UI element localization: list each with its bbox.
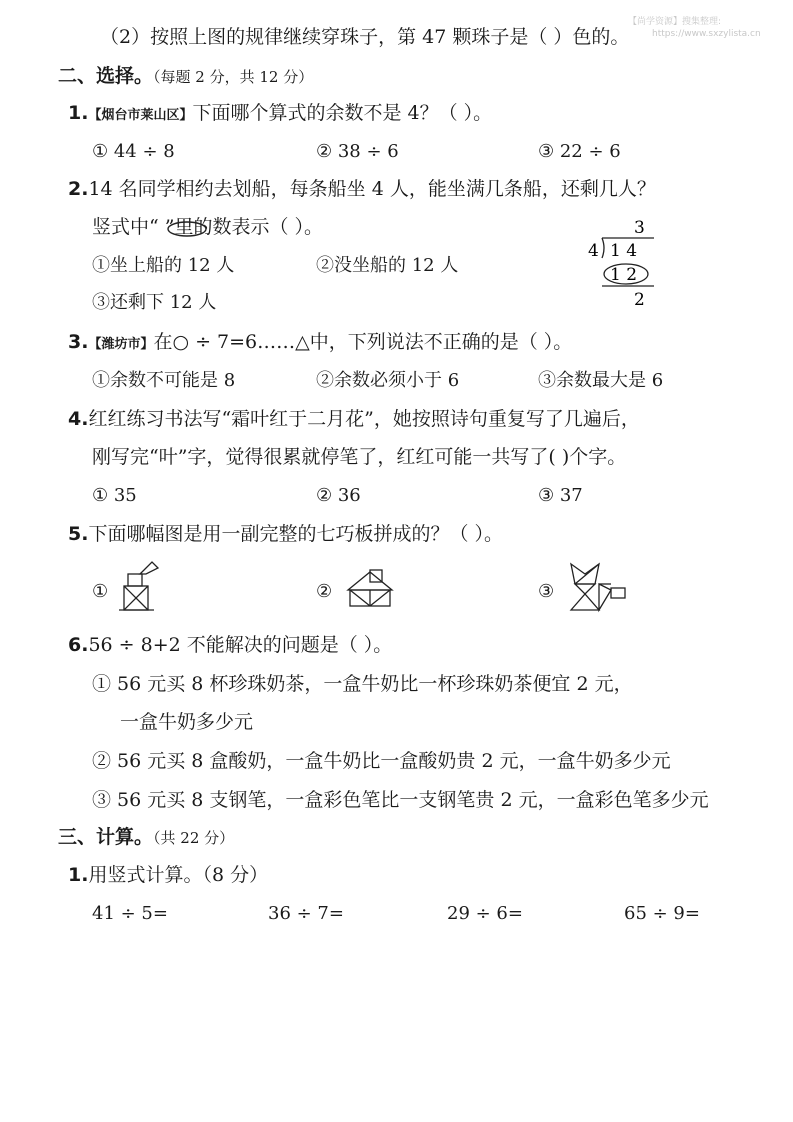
q3-option-3: ③余数最大是 6 [538, 370, 664, 391]
section3-header [58, 828, 234, 847]
q1-option-3: ③ 22 ÷ 6 [538, 141, 621, 162]
calc-item-1: 41 ÷ 5= [92, 903, 168, 924]
q3-stem [68, 333, 572, 352]
q2-number: 2. [68, 178, 89, 200]
q1-option-1: ① 44 ÷ 8 [92, 141, 175, 162]
q5-stem [68, 525, 503, 544]
s3q1-stem [68, 866, 268, 885]
division-remainder: 2 [634, 290, 645, 310]
q5-option-2-label: ② [316, 581, 333, 602]
q3-option-1: ①余数不可能是 8 [92, 370, 236, 391]
division-dividend: 1 4 [610, 241, 638, 261]
q6-number: 6. [68, 634, 89, 656]
oval-placeholder-icon [165, 219, 209, 239]
q3-number: 3. [68, 331, 89, 353]
division-product: 1 2 [610, 265, 638, 285]
q2-option-1: ①坐上船的 12 人 [92, 255, 235, 276]
q1-stem [68, 104, 492, 123]
q6-text: 56 ÷ 8+2 不能解决的问题是（ ）。 [88, 634, 393, 656]
division-quotient: 3 [634, 218, 645, 238]
section2-title: 二、选择。 [58, 65, 154, 87]
watermark-line2: https://www.sxzylista.cn [652, 29, 761, 39]
q4-stem-line1 [68, 410, 640, 429]
q4-option-1: ① 35 [92, 485, 137, 506]
section2-header [58, 67, 313, 86]
calc-item-2: 36 ÷ 7= [268, 903, 344, 924]
q5-text: 下面哪幅图是用一副完整的七巧板拼成的？（ ）。 [88, 523, 503, 545]
q1-region-tag: 【烟台市莱山区】 [88, 108, 193, 123]
s3q1-number: 1. [68, 864, 89, 886]
q6-option-1-line2: 一盒牛奶多少元 [120, 711, 254, 733]
long-division-figure [582, 216, 662, 316]
q4-number: 4. [68, 408, 89, 430]
section3-note: （共 22 分） [153, 829, 235, 847]
q3-region-tag: 【潍坊市】 [88, 337, 154, 352]
q1-number: 1. [68, 102, 89, 124]
q6-option-1-line1: ① 56 元买 8 杯珍珠奶茶，一盒牛奶比一杯珍珠奶茶便宜 2 元， [92, 673, 633, 695]
division-divisor: 4 [588, 241, 599, 261]
q3-option-2: ②余数必须小于 6 [316, 370, 460, 391]
watermark-line1: 【尚学资源】搜集整理: [628, 17, 722, 27]
q1-text: 下面哪个算式的余数不是 4？（ ）。 [192, 102, 493, 124]
q4-stem-line2: 刚写完“叶”字，觉得很累就停笔了，红红可能一共写了( )个字。 [92, 446, 627, 468]
q4-line1: 红红练习书法写“霜叶红于二月花”，她按照诗句重复写了几遍后， [88, 408, 640, 430]
q4-option-2: ② 36 [316, 485, 361, 506]
tangram-figure-1-icon [118, 558, 160, 614]
q4-option-3: ③ 37 [538, 485, 583, 506]
q6-option-3: ③ 56 元买 8 支钢笔，一盒彩色笔比一支钢笔贵 2 元，一盒彩色笔多少元 [92, 789, 709, 811]
calc-item-3: 29 ÷ 6= [447, 903, 523, 924]
q2-option-3: ③还剩下 12 人 [92, 292, 217, 313]
q5-number: 5. [68, 523, 89, 545]
q6-stem [68, 636, 392, 655]
q2-stem-line2: 竖式中“ ”里的数表示（ ）。 [92, 216, 324, 238]
s3q1-text: 用竖式计算。（8 分） [88, 864, 269, 886]
q5-option-1-label: ① [92, 581, 109, 602]
q5-option-3-label: ③ [538, 581, 555, 602]
q1-option-2: ② 38 ÷ 6 [316, 141, 399, 162]
section2-note: （每题 2 分，共 12 分） [153, 68, 314, 86]
q2-stem-line1 [68, 180, 656, 199]
calc-item-4: 65 ÷ 9= [624, 903, 700, 924]
q2-line1: 14 名同学相约去划船，每条船坐 4 人，能坐满几条船，还剩几人？ [88, 178, 656, 200]
q2-option-2: ②没坐船的 12 人 [316, 255, 459, 276]
q6-option-2: ② 56 元买 8 盒酸奶，一盒牛奶比一盒酸奶贵 2 元，一盒牛奶多少元 [92, 750, 671, 772]
q3-text: 在○ ÷ 7=6……△中，下列说法不正确的是（ ）。 [153, 331, 573, 353]
prev-question-part2: （2）按照上图的规律继续穿珠子，第 47 颗珠子是（ ）色的。 [100, 26, 630, 48]
tangram-figure-3-icon [565, 560, 629, 614]
tangram-figure-2-icon [344, 566, 396, 610]
section3-title: 三、计算。 [58, 826, 154, 848]
